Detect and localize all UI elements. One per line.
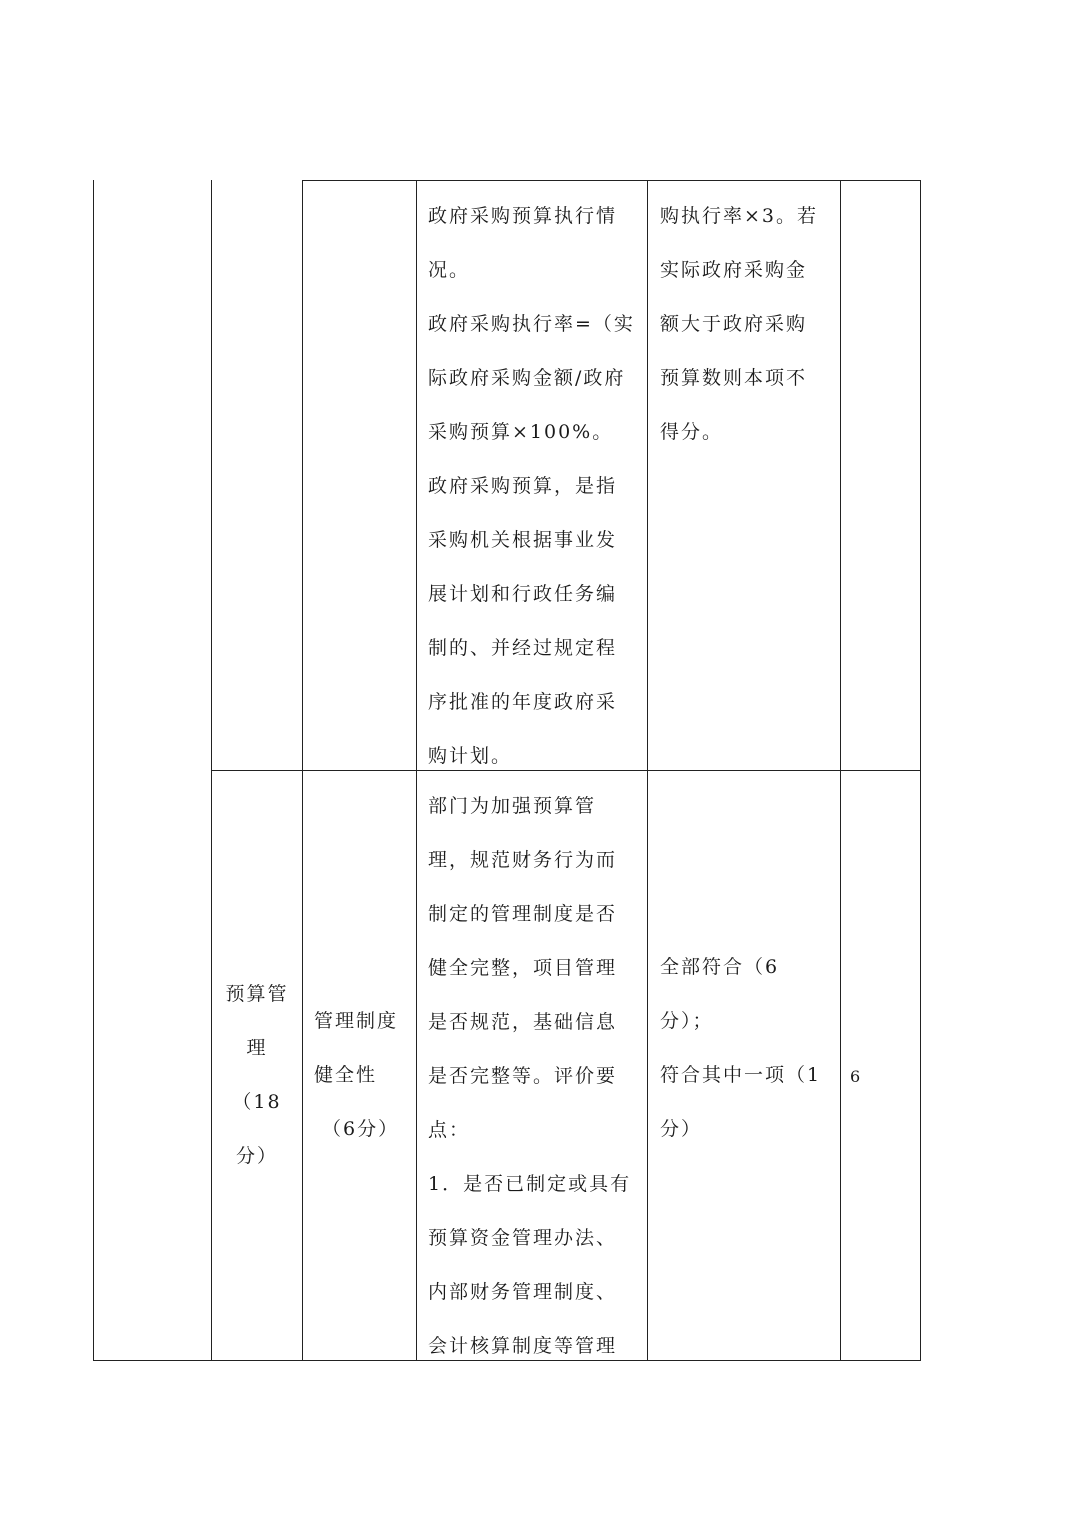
criteria-line: 全部符合（6 — [660, 956, 780, 978]
description-line: 际政府采购金额/政府 — [428, 367, 626, 389]
description-line: 制的、并经过规定程 — [428, 637, 618, 659]
row2-level2-indicator-cell — [213, 967, 301, 1183]
row2-criteria-cell — [660, 940, 821, 1156]
description-line: 序批准的年度政府采 — [428, 691, 618, 713]
criteria-line: 分） — [660, 1118, 703, 1140]
criteria-line: 得分。 — [660, 421, 724, 443]
level3-line: 健全性 — [314, 1064, 378, 1086]
row2-level3-indicator-cell — [314, 994, 399, 1156]
level3-line: 管理制度 — [314, 1010, 399, 1032]
row2-score: 6 — [850, 1067, 861, 1086]
row1-description-cell — [428, 189, 635, 783]
description-line: 内部财务管理制度、 — [428, 1281, 618, 1303]
row2-description-cell — [428, 779, 631, 1373]
description-line: 采购预算×100%。 — [428, 421, 614, 443]
criteria-line: 实际政府采购金 — [660, 259, 808, 281]
description-line: 购计划。 — [428, 745, 513, 767]
level3-line: （6分） — [322, 1118, 400, 1140]
description-line: 是否规范，基础信息 — [428, 1011, 618, 1033]
description-line: 展计划和行政任务编 — [428, 583, 618, 605]
description-line: 况。 — [428, 259, 471, 281]
criteria-line: 额大于政府采购 — [660, 313, 808, 335]
level2-line: 分） — [235, 1145, 278, 1167]
criteria-line: 预算数则本项不 — [660, 367, 808, 389]
table-top-border — [302, 180, 921, 181]
description-line: 政府采购预算，是指 — [428, 475, 618, 497]
description-line: 是否完整等。评价要 — [428, 1065, 618, 1087]
description-line: 点： — [428, 1119, 471, 1141]
description-line: 政府采购执行率=（实 — [428, 313, 635, 335]
criteria-line: 购执行率×3。若 — [660, 205, 819, 227]
table-border-left — [93, 180, 94, 1361]
description-line: 制定的管理制度是否 — [428, 903, 618, 925]
row1-criteria-cell — [660, 189, 818, 459]
description-line: 部门为加强预算管 — [428, 795, 597, 817]
description-line: 会计核算制度等管理 — [428, 1335, 618, 1357]
description-line: 健全完整，项目管理 — [428, 957, 618, 979]
criteria-line: 分）； — [660, 1010, 714, 1032]
description-line: 采购机关根据事业发 — [428, 529, 618, 551]
description-line: 预算资金管理办法、 — [428, 1227, 618, 1249]
level2-line: 预算管 — [225, 983, 289, 1005]
description-line: 理，规范财务行为而 — [428, 849, 618, 871]
description-line: 1．是否已制定或具有 — [428, 1173, 632, 1195]
level2-line: （18 — [232, 1091, 282, 1113]
description-line: 政府采购预算执行情 — [428, 205, 618, 227]
criteria-line: 符合其中一项（1 — [660, 1064, 822, 1086]
level2-line: 理 — [246, 1037, 268, 1059]
